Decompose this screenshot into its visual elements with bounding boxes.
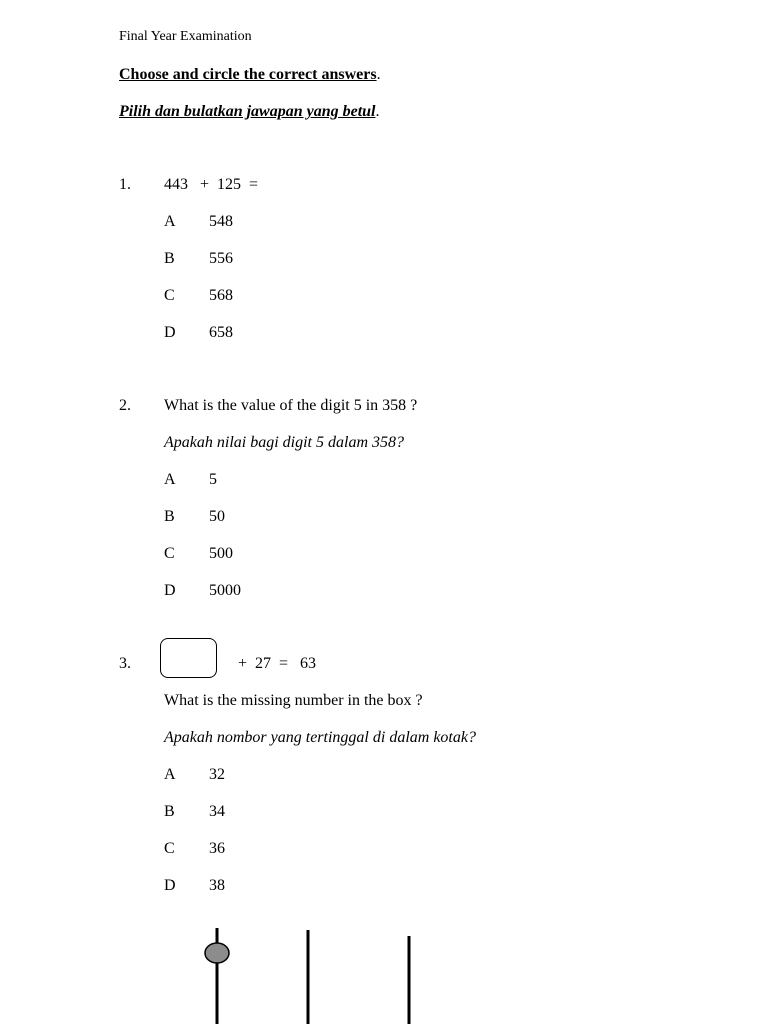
question-text-malay: Apakah nilai bagi digit 5 dalam 358? xyxy=(164,434,404,451)
instruction-english xyxy=(119,66,381,84)
option-value[interactable]: 50 xyxy=(209,508,225,525)
option-letter: A xyxy=(164,213,176,230)
option-letter: D xyxy=(164,324,176,341)
exam-title: Final Year Examination xyxy=(119,29,252,44)
option-letter: B xyxy=(164,508,175,525)
question-text-malay: Apakah nombor yang tertinggal di dalam kotak? xyxy=(164,729,476,746)
option-letter: C xyxy=(164,287,175,304)
option-letter: C xyxy=(164,840,175,857)
option-letter: C xyxy=(164,545,175,562)
option-value[interactable]: 32 xyxy=(209,766,225,783)
option-value[interactable]: 556 xyxy=(209,250,233,267)
instruction-malay xyxy=(119,103,380,121)
instruction-malay-period: . xyxy=(375,103,380,120)
question-number: 3. xyxy=(119,655,131,672)
missing-number-box[interactable] xyxy=(160,638,217,678)
option-letter: D xyxy=(164,877,176,894)
option-value[interactable]: 568 xyxy=(209,287,233,304)
question-text-english: What is the value of the digit 5 in 358 ? xyxy=(164,397,418,414)
option-value[interactable]: 658 xyxy=(209,324,233,341)
question-number: 2. xyxy=(119,397,131,414)
option-letter: B xyxy=(164,803,175,820)
option-value[interactable]: 38 xyxy=(209,877,225,894)
abacus-illustration xyxy=(0,920,768,1024)
option-value[interactable]: 500 xyxy=(209,545,233,562)
option-letter: D xyxy=(164,582,176,599)
option-value[interactable]: 34 xyxy=(209,803,225,820)
question-number: 1. xyxy=(119,176,131,193)
question-expression: + 27 = 63 xyxy=(238,655,317,672)
instruction-malay-text: Pilih dan bulatkan jawapan yang betul xyxy=(119,103,376,120)
option-value[interactable]: 5000 xyxy=(209,582,241,599)
option-value[interactable]: 5 xyxy=(209,471,217,488)
option-letter: B xyxy=(164,250,175,267)
option-letter: A xyxy=(164,471,176,488)
option-value[interactable]: 36 xyxy=(209,840,225,857)
instruction-english-text: Choose and circle the correct answers xyxy=(119,66,377,83)
abacus-bead xyxy=(205,943,229,963)
question-expression: 443 + 125 = xyxy=(164,176,259,193)
option-letter: A xyxy=(164,766,176,783)
option-value[interactable]: 548 xyxy=(209,213,233,230)
instruction-english-period: . xyxy=(376,66,381,83)
question-text-english: What is the missing number in the box ? xyxy=(164,692,423,709)
